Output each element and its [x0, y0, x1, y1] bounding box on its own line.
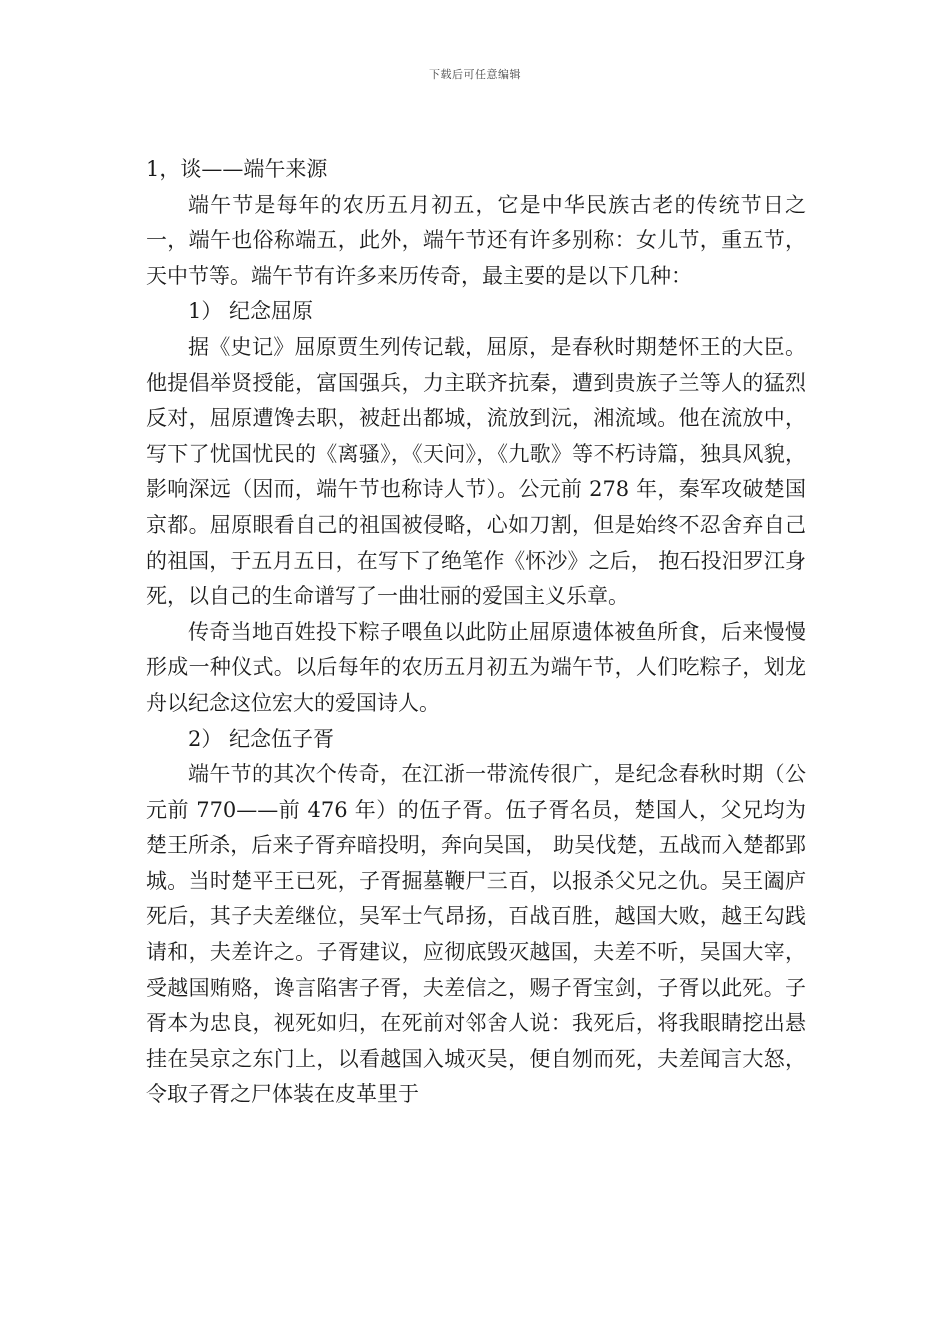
subsection-title-qu-yuan: 1） 纪念屈原	[188, 299, 314, 324]
intro-paragraph: 端午节是每年的农历五月初五，它是中华民族古老的传统节日之一，端午也俗称端五，此外，端午节还有许多别称：女儿节，重五节，天中节等。端午节有许多来历传奇，最主要的是以下几种：	[146, 192, 806, 288]
qu-yuan-paragraph-1: 据《史记》屈原贾生列传记载，屈原，是春秋时期楚怀王的大臣。他提倡举贤授能，富国强兵，力主联齐抗秦，遭到贵族子兰等人的猛烈反对，屈原遭馋去职，被赶出都城，流放到沅，湘流域。他在流放中，写下了忧国忧民的《离骚》，《天问》，《九歌》等不朽诗篇，独具风貌，影响深远（因而，端午节也称诗人节）。公元前 278 年，秦军攻破楚国京都。屈原眼看自己的祖国被侵略，心如刀割，但是始终不忍舍弃自己的祖国，于五月五日，在写下了绝笔作《怀沙》之后， 抱石投汨罗江身死，以自己的生命谱写了一曲壮丽的爱国主义乐章。	[146, 334, 806, 609]
document-body	[146, 152, 806, 1113]
subsection-title-wu-zixu: 2） 纪念伍子胥	[188, 726, 335, 751]
header-note: 下载后可任意编辑	[429, 68, 521, 81]
qu-yuan-paragraph-2: 传奇当地百姓投下粽子喂鱼以此防止屈原遗体被鱼所食，后来慢慢形成一种仪式。以后每年的农历五月初五为端午节，人们吃粽子，划龙舟以纪念这位宏大的爱国诗人。	[146, 619, 806, 715]
wu-zixu-paragraph-1: 端午节的其次个传奇，在江浙一带流传很广，是纪念春秋时期（公元前 770——前 476 年）的伍子胥。伍子胥名员，楚国人，父兄均为楚王所杀，后来子胥弃暗投明，奔向吴国， 助吴伐楚，五战而入楚都郢城。当时楚平王已死，子胥掘墓鞭尸三百，以报杀父兄之仇。吴王阖庐死后，其子夫差继位，吴军士气昂扬，百战百胜，越国大败，越王勾践请和，夫差许之。子胥建议，应彻底毁灭越国，夫差不听，吴国大宰，受越国贿赂，谗言陷害子胥，夫差信之，赐子胥宝剑，子胥以此死。子胥本为忠良，视死如归，在死前对邻舍人说：我死后，将我眼睛挖出悬挂在吴京之东门上，以看越国入城灭吴，便自刎而死，夫差闻言大怒，令取子胥之尸体装在皮革里于	[146, 762, 806, 1107]
section-title: 1，谈——端午来源	[146, 157, 328, 181]
